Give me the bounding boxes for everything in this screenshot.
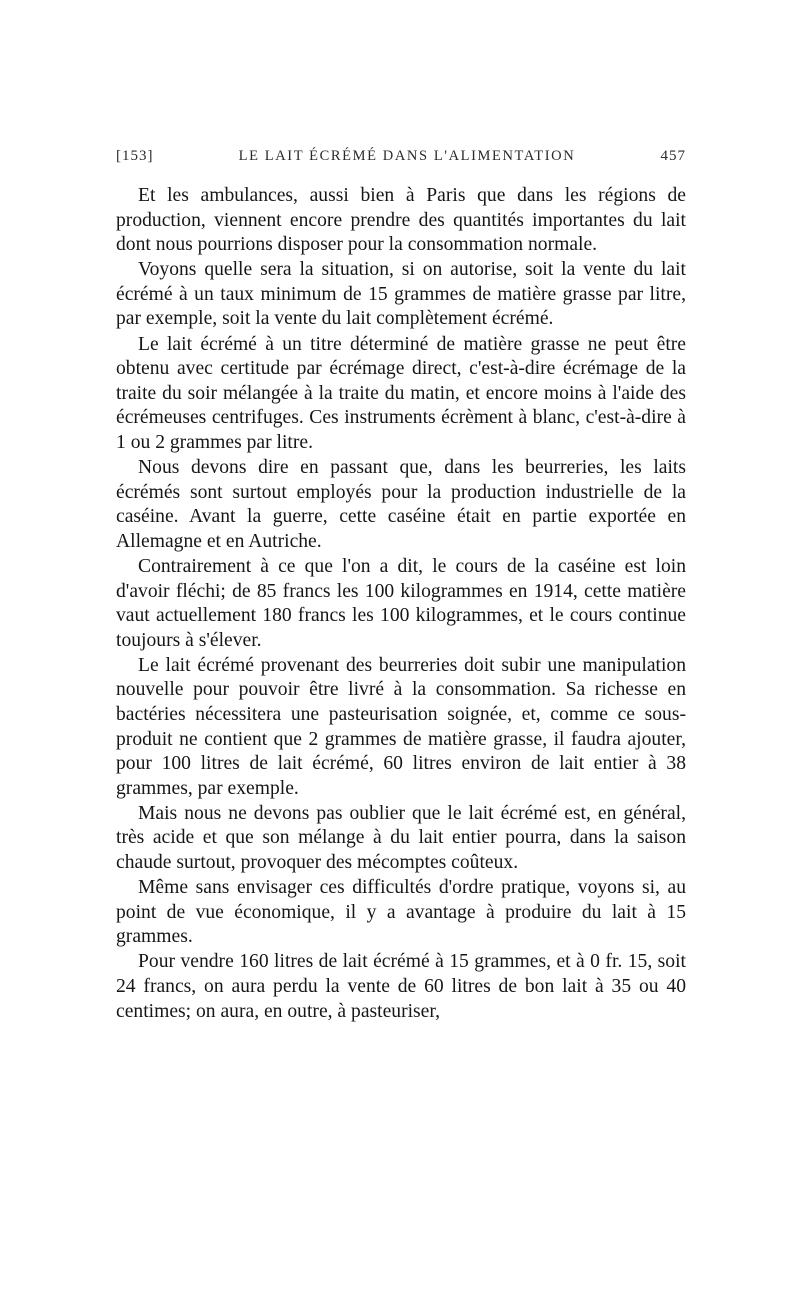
paragraph: Le lait écrémé provenant des beurreries doit subir une manipulation nouvelle pour pouvoir être livré à la consommation. Sa richesse en bactéries nécessitera une pasteurisation soignée, et, comme ce sous-produit ne contient que 2 grammes de matière grasse, il faudra ajouter, pour 100 litres de lait écrémé, 60 litres environ de lait entier à 38 grammes, par exemple. — [116, 654, 686, 799]
running-title: LE LAIT ÉCRÉMÉ DANS L'ALIMENTATION — [238, 148, 576, 164]
paragraph: Le lait écrémé à un titre déterminé de matière grasse ne peut être obtenu avec certitude par écrémage direct, c'est-à-dire écrémage de la traite du soir mélangée à la traite du matin, et encore moins à l'aide des écrémeuses centrifuges. Ces instruments écrèment à blanc, c'est-à-dire à 1 ou 2 grammes par litre. — [116, 333, 686, 453]
body-text — [116, 184, 686, 1024]
paragraph: Pour vendre 160 litres de lait écrémé à 15 grammes, et à 0 fr. 15, soit 24 francs, on aura perdu la vente de 60 litres de bon lait à 35 ou 40 centimes; on aura, en outre, à pasteuriser, — [116, 951, 686, 1022]
section-reference: [153] — [116, 148, 154, 164]
book-page — [116, 148, 686, 1025]
paragraph: Et les ambulances, aussi bien à Paris que dans les régions de production, viennent encore prendre des quantités importantes du lait dont nous pourrions disposer pour la consommation normale. — [116, 185, 686, 256]
page-number: 457 — [660, 148, 686, 164]
paragraph: Nous devons dire en passant que, dans les beurreries, les laits écrémés sont surtout employés pour la production industrielle de la caséine. Avant la guerre, cette caséine était en partie exportée en Allemagne et en Autriche. — [116, 457, 686, 552]
paragraph: Même sans envisager ces difficultés d'ordre pratique, voyons si, au point de vue économique, il y a avantage à produire du lait à 15 grammes. — [116, 877, 686, 948]
paragraph: Contrairement à ce que l'on a dit, le cours de la caséine est loin d'avoir fléchi; de 85 francs les 100 kilogrammes en 1914, cette matière vaut actuellement 180 francs les 100 kilogrammes, et le cours continue toujours à s'élever. — [116, 555, 686, 651]
running-header — [116, 148, 686, 172]
paragraph: Voyons quelle sera la situation, si on autorise, soit la vente du lait écrémé à un taux minimum de 15 grammes de matière grasse par litre, par exemple, soit la vente du lait complètement écrémé. — [116, 259, 686, 330]
paragraph: Mais nous ne devons pas oublier que le lait écrémé est, en général, très acide et que son mélange à du lait entier pourra, dans la saison chaude surtout, provoquer des mécomptes coûteux. — [116, 802, 686, 874]
